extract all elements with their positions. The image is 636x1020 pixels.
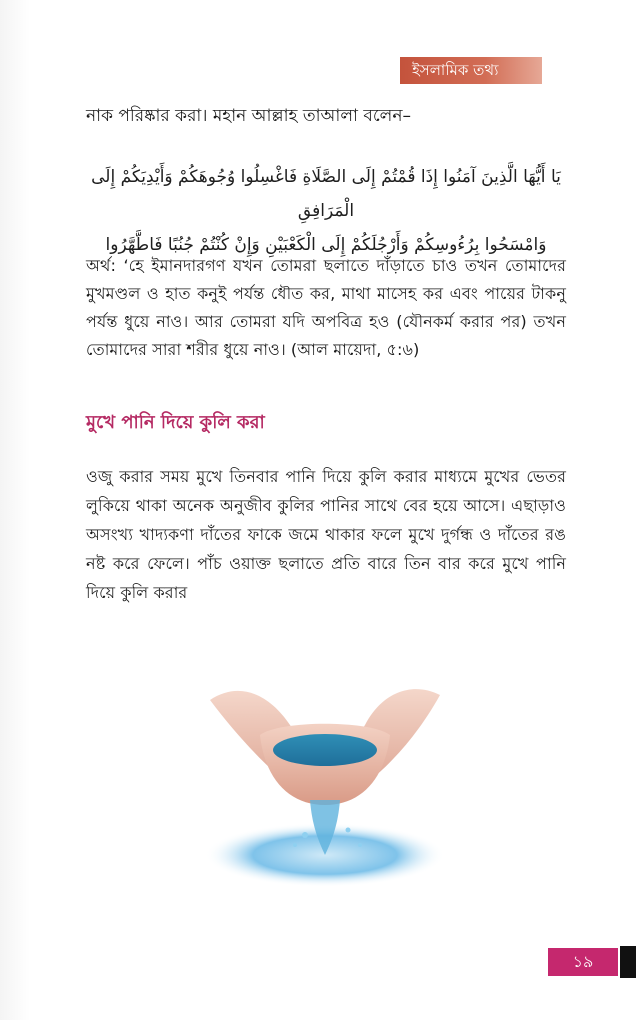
arabic-verse-line-1: يَا أَيُّهَا الَّذِينَ آمَنُوا إِذَا قُمْتُمْ إِلَى الصَّلَاةِ فَاغْسِلُوا وُجُوهَكُمْ وَأَيْدِيَكُمْ إِلَى الْمَرَافِقِ: [91, 167, 561, 221]
section-header-tab: ইসলামিক তথ্য: [400, 57, 542, 84]
page-edge-marker: [620, 946, 636, 978]
arabic-verse-line-2: وَامْسَحُوا بِرُءُوسِكُمْ وَأَرْجُلَكُمْ إِلَى الْكَعْبَيْنِ وَإِنْ كُنْتُمْ جُنُبًا فَاطَّهَّرُوا: [105, 235, 547, 255]
arabic-verse: [86, 160, 566, 262]
water-in-hands: [273, 734, 377, 766]
page-number: ১৯: [548, 948, 618, 976]
body-paragraph: ওজু করার সময় মুখে তিনবার পানি দিয়ে কুলি করার মাধ্যমে মুখের ভেতর লুকিয়ে থাকা অনেক অনুজীব কুলির পানির সাথে বের হয়ে আসে। এছাড়াও অসংখ্য খাদ্যকণা দাঁতের ফাকে জমে থাকার ফলে মুখে দুর্গন্ধ ও দাঁতের রঙ নষ্ট করে ফেলে। পাঁচ ওয়াক্ত ছলাতে প্রতি বারে তিন বার করে মুখে পানি দিয়ে কুলি করার: [86, 467, 566, 602]
verse-meaning: অর্থ: ‘হে ইমানদারগণ যখন তোমরা ছলাতে দাঁড়াতে চাও তখন তোমাদের মুখমণ্ডল ও হাত কনুই পর্যন্ত ধৌত কর, মাথা মাসেহ কর এবং পায়ের টাকনু পর্যন্ত ধুয়ে নাও। আর তোমরা যদি অপবিত্র হও (যৌনকর্ম করার পর) তখন তোমাদের সারা শরীর ধুয়ে নাও। (আল মায়েদা, ৫:৬): [86, 256, 566, 359]
section-title: মুখে পানি দিয়ে কুলি করা: [86, 412, 265, 433]
intro-text: নাক পরিষ্কার করা। মহান আল্লাহ তাআলা বলেন–: [86, 106, 411, 126]
cupped-hands-water-icon: [200, 640, 450, 890]
